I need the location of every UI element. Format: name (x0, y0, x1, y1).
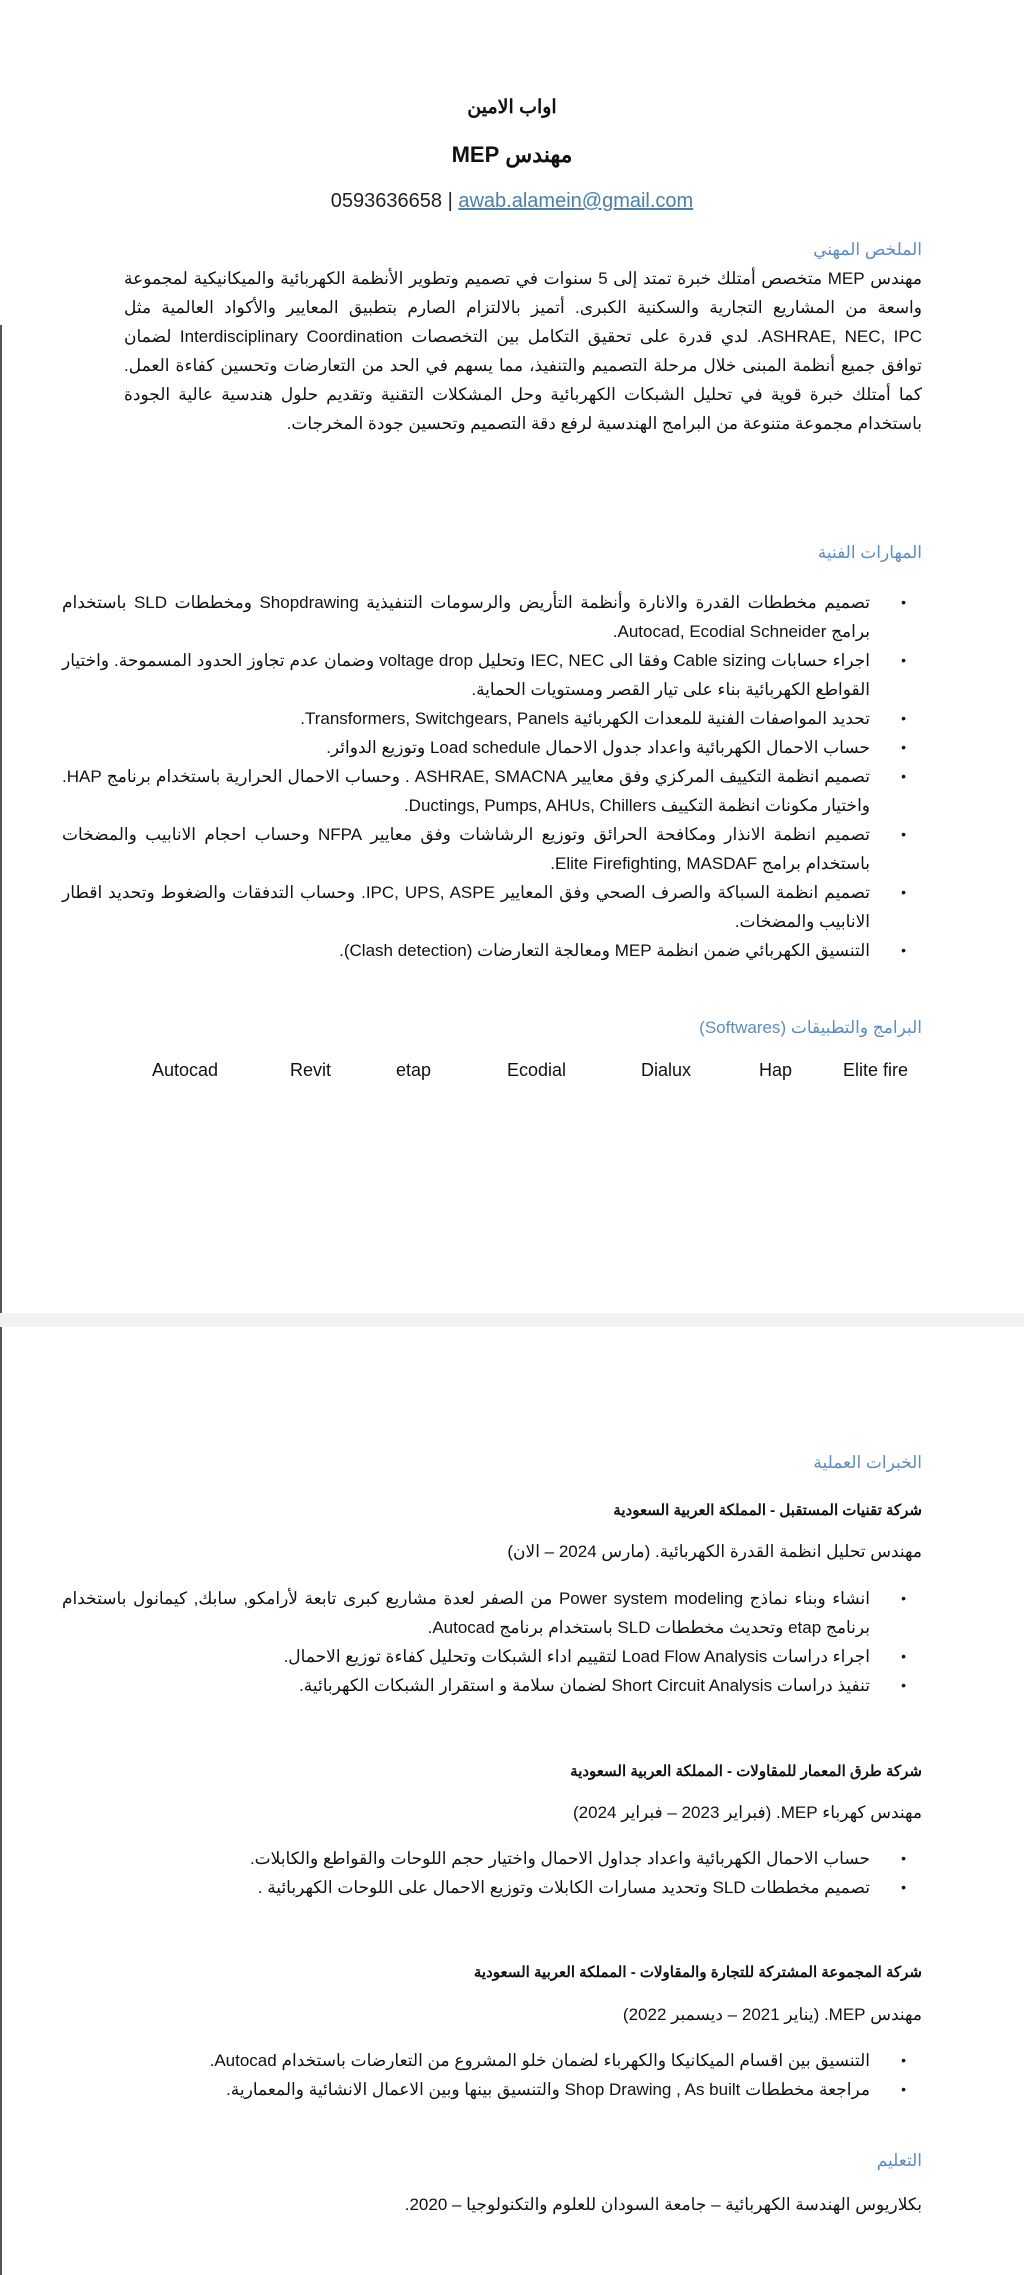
job-bullets (62, 2046, 922, 2104)
company-name: شركة المجموعة المشتركة للتجارة والمقاولات - المملكة العربية السعودية (473, 1964, 922, 1981)
list-item: • انشاء وبناء نماذج Power system modeling من الصفر لعدة مشاريع كبرى تابعة لأرامكو, سابك, كيمانول باستخدام برنامج etap وتحديث مخططات SLD باستخدام برنامج Autocad. (62, 1584, 870, 1642)
job-bullets (62, 1584, 922, 1700)
list-item: • تصميم انظمة التكييف المركزي وفق معايير ASHRAE, SMACNA . وحساب الاحمال الحرارية باستخدام برنامج HAP. واختيار مكونات انظمة التكييف Ductings, Pumps, AHUs, Chillers. (62, 762, 870, 820)
software-item: Dialux (641, 1060, 692, 1080)
software-item: Autocad (152, 1060, 219, 1080)
list-item: • اجراء دراسات Load Flow Analysis لتقييم اداء الشبكات وتحليل كفاءة توزيع الاحمال. (62, 1642, 870, 1671)
separator: | (447, 190, 453, 212)
job-role: مهندس MEP. (يناير 2021 – ديسمبر 2022) (622, 2005, 922, 2024)
software-item: Revit (290, 1060, 332, 1080)
email-link[interactable]: awab.alamein@gmail.com (458, 190, 694, 212)
job-bullets (62, 1844, 922, 1902)
summary-heading: الملخص المهني (813, 240, 922, 259)
list-item: • تحديد المواصفات الفنية للمعدات الكهربائية Transformers, Switchgears, Panels. (62, 704, 870, 733)
page-left-border (0, 325, 2, 2275)
job-role: مهندس تحليل انظمة القدرة الكهربائية. (مارس 2024 – الان) (507, 1542, 922, 1561)
softwares-heading: البرامج والتطبيقات (Softwares) (699, 1018, 922, 1037)
list-item: • حساب الاحمال الكهربائية واعداد جداول الاحمال واختيار حجم اللوحات والقواطع والكابلات. (62, 1844, 870, 1873)
list-item: • اجراء حسابات Cable sizing وفقا الى IEC, NEC وتحليل voltage drop وضمان عدم تجاوز الحدود المسموحة. واختيار القواطع الكهربائية بناء على تيار القصر ومستويات الحماية. (62, 646, 870, 704)
list-item: • مراجعة مخططات Shop Drawing , As built والتنسيق بينها وبين الاعمال الانشائية والمعمارية. (62, 2075, 870, 2104)
software-item: Elite fire (843, 1060, 909, 1080)
list-item: • حساب الاحمال الكهربائية واعداد جدول الاحمال Load schedule وتوزيع الدوائر. (62, 733, 870, 762)
education-heading: التعليم (876, 2151, 922, 2170)
education-degree: بكلاريوس الهندسة الكهربائية – جامعة السودان للعلوم والتكنولوجيا – 2020. (404, 2195, 922, 2214)
list-item: • التنسيق بين اقسام الميكانيكا والكهرباء لضمان خلو المشروع من التعارضات باستخدام Autocad. (62, 2046, 870, 2075)
skills-heading: المهارات الفنية (817, 543, 922, 562)
candidate-name: اواب الامين (467, 97, 557, 118)
contact-line (0, 190, 1024, 213)
software-item: etap (396, 1060, 432, 1080)
page-break (0, 1313, 1024, 1327)
experience-heading: الخبرات العملية (813, 1453, 922, 1472)
software-item: Hap (759, 1060, 793, 1080)
phone-number: 0593636658 (330, 190, 443, 212)
company-name: شركة تقنيات المستقبل - المملكة العربية السعودية (613, 1502, 922, 1519)
list-item: • تصميم انظمة السباكة والصرف الصحي وفق المعايير IPC, UPS, ASPE. وحساب التدفقات والضغوط وتحديد اقطار الانابيب والمضخات. (62, 878, 870, 936)
job-role: مهندس كهرباء MEP. (فبراير 2023 – فبراير 2024) (572, 1803, 922, 1822)
list-item: • تصميم مخططات SLD وتحديد مسارات الكابلات وتوزيع الاحمال على اللوحات الكهربائية . (62, 1873, 870, 1902)
candidate-title: مهندس MEP (451, 142, 573, 167)
list-item: • التنسيق الكهربائي ضمن انظمة MEP ومعالجة التعارضات (Clash detection). (62, 936, 870, 965)
list-item: • تصميم انظمة الانذار ومكافحة الحرائق وتوزيع الرشاشات وفق معايير NFPA وحساب احجام الانابيب والمضخات باستخدام برامج Elite Firefighting, MASDAF. (62, 820, 870, 878)
softwares-row (0, 1060, 1024, 1090)
summary-text: مهندس MEP متخصص أمتلك خبرة تمتد إلى 5 سنوات في تصميم وتطوير الأنظمة الكهربائية والميكانيكية لمجموعة واسعة من المشاريع التجارية والسكنية الكبرى. أتميز بالالتزام الصارم بتطبيق المعايير والأكواد العالمية مثل ASHRAE, NEC, IPC. لدي قدرة على تحقيق التكامل بين التخصصات Interdisciplinary Coordination لضمان توافق جميع أنظمة المبنى خلال مرحلة التصميم والتنفيذ، مما يسهم في الحد من التعارضات وتحسين كفاءة العمل. كما أمتلك خبرة قوية في تحليل الشبكات الكهربائية وحل المشكلات التقنية وتقديم حلول هندسية عالية الجودة باستخدام مجموعة متنوعة من البرامج الهندسية لرفع دقة التصميم وتحسين جودة المخرجات. (124, 269, 922, 433)
list-item: • تنفيذ دراسات Short Circuit Analysis لضمان سلامة و استقرار الشبكات الكهربائية. (62, 1671, 870, 1700)
skills-list (62, 588, 922, 965)
company-name: شركة طرق المعمار للمقاولات - المملكة العربية السعودية (570, 1763, 922, 1780)
list-item: • تصميم مخططات القدرة والانارة وأنظمة التأريض والرسومات التنفيذية Shopdrawing ومخططات SLD باستخدام برامج Autocad, Ecodial Schneider. (62, 588, 870, 646)
software-item: Ecodial (507, 1060, 567, 1080)
